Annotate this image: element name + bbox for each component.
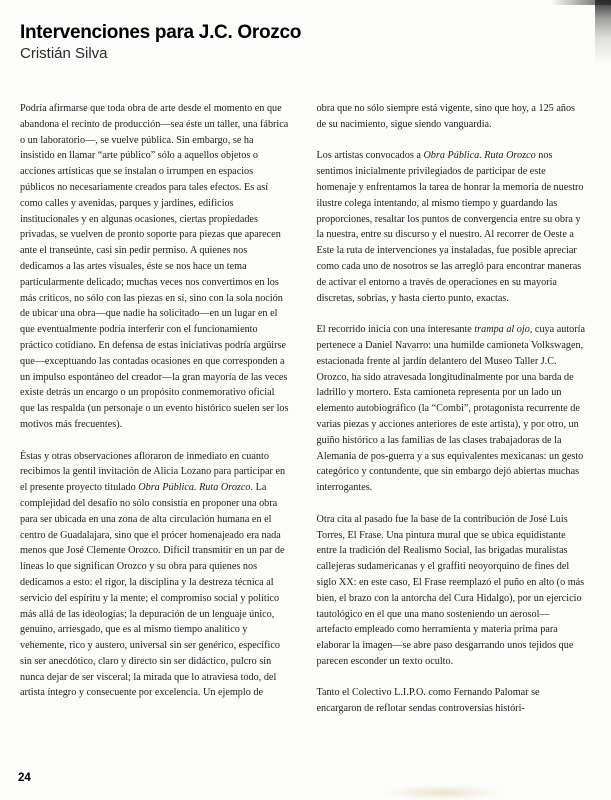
text-column-left [20, 101, 289, 717]
article-title: Intervenciones para J.C. Orozco [20, 22, 302, 43]
article-header [20, 22, 571, 63]
page-number: 24 [18, 772, 31, 784]
paragraph: Los artistas convocados a Obra Pública. Ruta Orozco nos sentimos inicialmente privilegiados de participar de este homenaje y enfrentamos la tarea de honrar la memoria de nuestro ilustre colega intentando, al mismo tiempo y guardando las proporciones, resaltar los puntos de convergencia entre su obra y la nuestra, entre su discurso y el nuestro. Al recorrer de Oeste a Este la ruta de intervenciones ya instaladas, fue posible apreciar como cada uno de nosotros se las arregló para encontrar maneras de activar el entorno a través de operaciones en su mayoría discretas, sobrias, y hasta cierto punto, exactas. [316, 150, 584, 304]
scan-edge-shadow [595, 0, 611, 64]
scan-smudge [383, 785, 503, 800]
paragraph: obra que no sólo siempre está vigente, sino que hoy, a 125 años de su nacimiento, sigue siendo vanguardia. [316, 103, 575, 130]
paragraph: Otra cita al pasado fue la base de la contribución de José Luis Torres, El Frase. Una pintura mural que se ubica equidistante entre la tradición del Realismo Social, las brigadas muralistas callejeras sudamericanas y el graffiti neoyorquino de fines del siglo XX: en este caso, El Frase reemplazó el puño en alto (o más bien, el brazo con la antorcha del Cura Hidalgo), por un ejercicio tautológico en el que una mano sosteniendo un aerosol—artefacto empleado como herramienta y materia prima para elaborar la imagen—se abre paso desgarrando unos tejidos que parecen esconder un texto oculto. [316, 513, 585, 667]
article-author: Cristián Silva [20, 45, 108, 62]
two-column-text [20, 101, 585, 717]
paragraph: Éstas y otras observaciones afloraron de inmediato en cuanto recibimos la gentil invitación de Alicia Lozano para participar en el presente proyecto titulado Obra Pública. Ruta Orozco. La complejidad del desafío no sólo consistía en proponer una obra para ser ubicada en una zona de alta circulación humana en el centro de Guadalajara, sino que el prócer homenajeado era nada menos que José Clemente Orozco. Difícil transmitir en un par de líneas lo que significan Orozco y su obra para quienes nos dedicamos a esto: el rigor, la disciplina y la destreza técnica al servicio del espíritu y la mente; el compromiso social y político más allá de las ideologías; la depuración de un lenguaje único, genuino, arriesgado, que es al mismo tiempo analítico y vehemente, rico y austero, universal sin ser genérico, específico sin ser anecdótico, claro y directo sin ser didáctico, pulcro sin nunca dejar de ser visceral; la mirada que lo atraviesa todo, del artista íntegro y consecuente por excelencia. Un ejemplo de [20, 450, 286, 699]
text-column-right [317, 101, 586, 717]
paragraph: El recorrido inicia con una interesante trampa al ojo, cuya autoría pertenece a Daniel Navarro: una humilde camioneta Volkswagen, estacionada frente al jardín delantero del Museo Taller J.C. Orozco, ha sido atravesada longitudinalmente por una barda de ladrillo y mortero. Esta camioneta representa por un lado un elemento autobiográfico (la “Combi”, protagonista recurrente de varias piezas y acciones anteriores de este artista), y por otro, un guiño histórico a las familias de las clases trabajadoras de la Alemania de pos-guerra y a sus equivalentes mexicanas: un gesto categórico y contundente, que sin embargo dejó abiertas muchas interrogantes. [316, 324, 585, 494]
paragraph: Tanto el Colectivo L.I.P.O. como Fernando Palomar se encargaron de reflotar sendas controversias históri- [316, 687, 540, 715]
paragraph: Podría afirmarse que toda obra de arte desde el momento en que abandona el recinto de producción—sea éste un taller, una fábrica o un laboratorio—, se vuelve pública. Sin embargo, se ha insistido en llamar “arte público” sólo a aquellos objetos o acciones artísticas que se instalan o irrumpen en espacios públicos no necesariamente creados para tales efectos. Es así como calles y avenidas, parques y jardines, edificios institucionales y en algunas ocasiones, ciertas propiedades privadas, se vuelven de pronto soporte para piezas que aparecen ante el transeúnte, casi sin pedir permiso. A quienes nos dedicamos a las artes visuales, éste se nos hace un tema particularmente delicado; muchas veces nos convertimos en los más críticos, no sólo con las piezas en sí, sino con la sola noción de ubicar una obra—que nadie ha solicitado—en un lugar en el que eventualmente podría interferir con el funcionamiento práctico cotidiano. En defensa de estas iniciativas podría argüirse que—exceptuando las contadas ocasiones en que corresponden a un impulso espontáneo del creador—la gran mayoría de las veces existe detrás un encargo o un propósito conmemorativo oficial que las respalda (un personaje o un evento histórico suelen ser los motivos más frecuentes). [20, 103, 289, 430]
